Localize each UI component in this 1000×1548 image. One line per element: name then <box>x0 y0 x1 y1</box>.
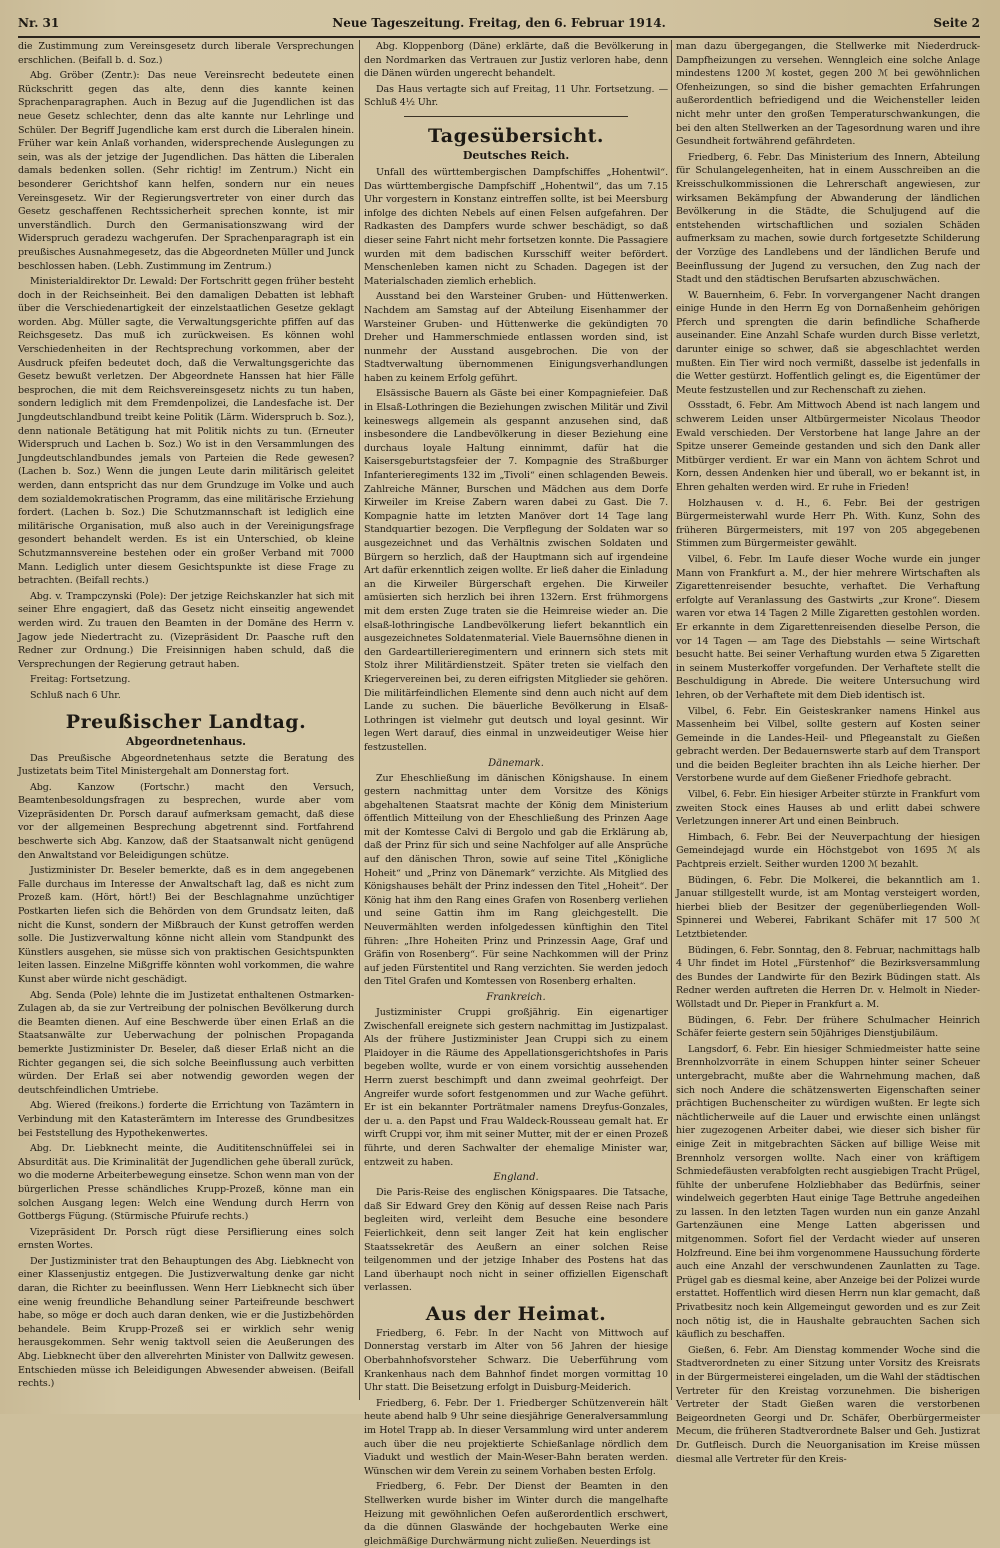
section-heading: Aus der Heimat. <box>425 1302 607 1325</box>
page-number: Seite 2 <box>933 16 980 30</box>
column-1 <box>18 40 354 1400</box>
paragraph: Vilbel, 6. Febr. Ein Geisteskranker namens Hinkel aus Massenheim bei Vilbel, sollte gestern auf Kosten seiner Gemeinde in die Landes-Heil- und Pflegeanstalt zu Gießen gebracht werden. Der Bedauernswerte starb auf dem Transport und die beiden Begleiter brachten ihn als Leiche hierher. Der Verstorbene wurde auf dem Gießener Friedhofe gebracht. <box>676 705 980 785</box>
paragraph: Justizminister Dr. Beseler bemerkte, daß es in dem angegebenen Falle durchaus im Interesse der Anwaltschaft lag, daß es nicht zum Prozeß kam. (Hört, hört!) Bei der Beschlagnahme unzüchtiger Postkarten liefen sich die Behörden von dem Grundsatz leiten, daß nicht die Kunst, sondern der Mißbrauch der Kunst getroffen werden solle. Die Justizverwaltung könne nicht allein vom Standpunkt des Künstlers ausgehen, sie müsse sich von praktischen Gesichtspunkten leiten lassen. Einzelne Mißgriffe könnten wohl vorkommen, die wahre Kunst aber würde nicht geschädigt. <box>18 865 354 985</box>
paragraph: Freitag: Fortsetzung. <box>30 674 131 686</box>
paragraph: Abg. Kanzow (Fortschr.) macht den Versuch, Beamtenbesoldungsfragen zu besprechen, wurde aber vom Vizepräsidenten Dr. Porsch darauf aufmerksam gemacht, daß diese vor der allgemeinen Besprechung abgetrennt sind. Fortfahrend beschwerte sich Abg. Kanzow, daß der Staatsanwalt nicht genügend den Anwaltstand vor Beleidigungen schütze. <box>18 781 354 861</box>
paragraph: Büdingen, 6. Febr. Der frühere Schulmacher Heinrich Schäfer feierte gestern sein 50jähriges Dienstjubiläum. <box>676 1014 980 1040</box>
paragraph: man dazu übergegangen, die Stellwerke mit Niederdruck-Dampfheizungen zu versehen. Wenngleich eine solche Anlage mindestens 1200 ℳ kostet, gegen 200 ℳ bei gewöhnlichen Ofenheizungen, so sind die bisher gemachten Erfahrungen außerordentlich befriedigend und die Weichensteller leiden nicht mehr unter den großen Temperaturschwankungen, die bei den alten Stellwerken an der Tagesordnung waren und ihre Gesundheit fortwährend gefährdeten. <box>676 41 980 148</box>
section-subheading: Deutsches Reich. <box>462 148 570 162</box>
paragraph: Ministerialdirektor Dr. Lewald: Der Fortschritt gegen früher besteht doch in der Reichseinheit. Bei den damaligen Debatten ist lebhaft über die Verschiedenartigkeit der einzelstaatlichen Gesetze geklagt worden. Abg. Müller sagte, die Verwaltungsgerichte pfiffen auf das Reichsgesetz. Das muß ich zurückweisen. Es können wohl Verschiedenheiten in der Rechtsprechung vorkommen, aber der Ausdruck pfeifen bedeutet doch, daß die Verwaltungsgerichte das Gesetz bewußt verletzen. Der Abgeordnete Hanssen hat hier Fälle besprochen, die mit dem Reichsvereinsgesetz nichts zu tun haben, sondern lediglich mit dem Fremdenpolizei, die Landesfache ist. Der Jungdeutschlandbund treibt keine Politik (Lärm. Widerspruch b. Soz.), denn nationale Betätigung hat mit Politik nichts zu tun. (Erneuter Widerspruch und Lachen b. Soz.) Wo ist in den Versammlungen des Jungdeutschlandbundes jemals von Parteien die Rede gewesen? (Lachen b. Soz.) Wenn die jungen Leute darin militärisch geleitet werden, dann entspricht das nur dem Grundzuge im Volke und auch dem sozialdemokratischen Programm, das eine militärische Erziehung fordert. (Lachen b. Soz.) Die Schutzmannschaft ist lediglich eine militärische Organisation, muß also auch in der Vereinigungsfrage gesondert behandelt werden. Es ist ein Unterschied, ob kleine Schutzmannsvereine bestehen oder ein großer Verband mit 7000 Mann. Lediglich unter diesem Gesichtspunkte ist diese Frage zu betrachten. (Beifall rechts.) <box>18 276 354 587</box>
section-heading: Tagesübersicht. <box>427 124 605 147</box>
paragraph: Friedberg, 6. Febr. In der Nacht von Mittwoch auf Donnerstag verstarb im Alter von 56 Jahren der hiesige Oberbahnhofsvorsteher Schwarz. Die Ueberführung vom Krankenhaus nach dem Bahnhof findet morgen vormittag 10 Uhr statt. Die Beisetzung erfolgt in Duisburg-Meiderich. <box>364 1327 668 1394</box>
country-heading: Dänemark. <box>488 757 544 769</box>
section-heading: Preußischer Landtag. <box>65 710 307 733</box>
issue-number: Nr. 31 <box>18 16 60 30</box>
paragraph: Abg. Dr. Liebknecht meinte, die Audititenschnüffelei sei in Absurdität aus. Die Kriminalität der Jugendlichen gehe überall zurück, wo die moderne Arbeiterbewegung einsetze. Schon wenn man von der bürgerlichen Presse schändliches Krupp-Prozeß, könne man ein solchen Ausgang legen: Welch eine Wendung durch Herrn von Gottbergs Fügung. (Stürmische Pfuirufe rechts.) <box>18 1143 354 1223</box>
paragraph: Gießen, 6. Febr. Am Dienstag kommender Woche sind die Stadtverordneten zu einer Sitzung unter Vorsitz des Kreisrats in der Bürgermeisterei eingeladen, um die Wahl der städtischen Vertreter für den Kreistag vorzunehmen. Die bisherigen Vertreter der Stadt Gießen waren die verstorbenen Beigeordneten Georgi und Dr. Schäfer, Oberbürgermeister Mecum, die früheren Stadtverordnete Balser und Geh. Justizrat Dr. Gutfleisch. Durch die Neuorganisation im Kreise müssen diesmal alle Vertreter für den Kreis- <box>676 1344 980 1465</box>
paragraph: Ossstadt, 6. Febr. Am Mittwoch Abend ist nach langem und schwerem Leiden unser Altbürgermeister Nicolaus Theodor Ewald verschieden. Der Verstorbene hat lange Jahre an der Spitze unserer Gemeinde gestanden und sich den Dank aller Mitbürger verdient. Er war ein Mann von ächtem Schrot und Korn, dessen Andenken hier und überall, wo er bekannt ist, in Ehren gehalten werden wird. Er ruhe in Frieden! <box>676 400 980 493</box>
paragraph: die Zustimmung zum Vereinsgesetz durch liberale Versprechungen erschlichen. (Beifall b. d. Soz.) <box>18 41 354 66</box>
paragraph: Zur Eheschließung im dänischen Königshause. In einem gestern nachmittag unter dem Vorsitze des Königs abgehaltenen Staatsrat machte der König dem Ministerium öffentlich Mitteilung von der Eheschließung des Prinzen Aage mit der Komtesse Calvi di Bergolo und gab die Erklärung ab, daß der Prinz für sich und seine Nachfolger auf alle Ansprüche auf den dänischen Thron, sowie auf seine Titel „Königliche Hoheit“ und „Prinz von Dänemark“ verzichte. Als Mitglied des Königshauses behält der Prinz indessen den Titel „Hoheit“. Der König hat ihm den Rang eines Grafen von Rosenberg verliehen und seine Gattin ihm im Rang gleichgestellt. Die Neuvermählten werden infolgedessen künftighin den Titel führen: „Ihre Hoheiten Prinz und Prinzessin Aage, Graf und Gräfin von Rosenberg“. Für seine Nachkommen will der Prinz auf jeden Fürstentitel und Rang verzichten. Sie werden jedoch den Titel Grafen und Komtessen von Rosenberg erhalten. <box>364 772 668 988</box>
section-subheading: Abgeordnetenhaus. <box>126 734 246 748</box>
column-3 <box>676 40 980 1465</box>
paragraph: Elsässische Bauern als Gäste bei einer Kompagniefeier. Daß in Elsaß-Lothringen die Beziehungen zwischen Militär und Zivil keineswegs allgemein als gespannt anzusehen sind, daß insbesondere die Landbevölkerung in dieser Beziehung eine durchaus loyale Haltung einnimmt, dafür hat die Kaisersgeburtstagsfeier der 7. Kompagnie des Straßburger Infanterieregiments 132 im „Tivoli“ einen schlagenden Beweis. Zahlreiche Männer, Burschen und Mädchen aus dem Dorfe Kirweiler im Kreise Zabern waren dabei zu Gast. Die 7. Kompagnie hatte im letzten Manöver dort 14 Tage lang Standquartier bezogen. Die Verpflegung der Soldaten war so ausgezeichnet und das Verhältnis zwischen Soldaten und Bürgern so herzlich, daß der Hauptmann sich auf irgendeine Art dafür erkenntlich zeigen wollte. Er ließ daher die Einladung an die Kirweiler Bürgerschaft ergehen. Die Kirweiler amüsierten sich herzlich bei ihren 132ern. Erst frühmorgens mit dem ersten Zuge traten sie die Heimreise wieder an. Die elsaß-lothringische Landbevölkerung liefert bekanntlich ein ausgezeichnetes Soldatenmaterial. Viele Bauernsöhne dienen in den Gardeartillerieregimentern und erinnern sich stets mit Stolz ihrer Militärdienstzeit. Später treten sie vielfach den Kriegervereinen bei, zu deren eifrigsten Mitglieder sie gehören. Die militärfeindlichen Elemente sind denn auch nicht auf dem Lande zu suchen. Die bäuerliche Bevölkerung in Elsaß-Lothringen ist vielmehr gut deutsch und loyal gesinnt. Wir legen Wert darauf, dies einmal in unzweideutiger Weise hier festzustellen. <box>364 388 668 753</box>
paragraph: Vizepräsident Dr. Porsch rügt diese Persiflierung eines solch ernsten Wortes. <box>18 1226 354 1252</box>
paragraph: Friedberg, 6. Febr. Das Ministerium des Innern, Abteilung für Schulangelegenheiten, hat in einem Ausschreiben an die Kreisschulkommissionen die Lehrerschaft angewiesen, zur wirksamen Bekämpfung der Abwanderung der ländlichen Bevölkerung in die Städte, die Schuljugend auf die entstehenden wirtschaftlichen und sozialen Schäden aufmerksam zu machen, sowie durch fortgesetzte Schilderung der Vorzüge des Landlebens und der ländlichen Berufe und Beeinflussung der Jugend zu versuchen, den Zug nach der Stadt und den städtischen Berufsarten abzuschwächen. <box>676 151 980 286</box>
paragraph: Vilbel, 6. Febr. Im Laufe dieser Woche wurde ein junger Mann von Frankfurt a. M., der hier mehrere Wirtschaften als Zigarettenreisender besuchte, verhaftet. Die Verhaftung erfolgte auf Veranlassung des Gastwirts „zur Krone“. Diesem waren vor etwa 14 Tagen 2 Mille Zigaretten gestohlen worden. Er erkannte in dem Zigarettenreisenden dieselbe Person, die vor 14 Tagen — am Tage des Diebstahls — seine Wirtschaft besucht hatte. Bei seiner Verhaftung wurden etwa 5 Zigaretten in seinem Musterkoffer vorgefunden. Der Verhaftete stellt die Beschuldigung in Abrede. Die weitere Untersuchung wird lehren, ob der Verhaftete mit dem Dieb identisch ist. <box>676 553 980 701</box>
paragraph: Unfall des württembergischen Dampfschiffes „Hohentwil“. Das württembergische Dampfschiff „Hohentwil“, das um 7.15 Uhr vorgestern in Konstanz eintreffen sollte, ist bei Meersburg infolge des dichten Nebels auf einen Felsen aufgefahren. Der Radkasten des Dampfers wurde schwer beschädigt, so daß dieser seine Fahrt nicht mehr fortsetzen konnte. Die Passagiere wurden mit dem badischen Kursschiff weiter befördert. Menschenleben kamen nicht zu Schaden. Dagegen ist der Materialschaden ziemlich erheblich. <box>364 166 668 287</box>
paragraph: Friedberg, 6. Febr. Der 1. Friedberger Schützenverein hält heute abend halb 9 Uhr seine diesjährige Generalversammlung im Hotel Trapp ab. In dieser Versammlung wird unter anderem auch über die neu projektierte Schießanlage nördlich dem Viadukt und westlich der Main-Weser-Bahn beraten werden. Wünschen wir dem Verein zu seinem Vorhaben besten Erfolg. <box>364 1397 668 1477</box>
paragraph: Abg. Senda (Pole) lehnte die im Justizetat enthaltenen Ostmarken-Zulagen ab, da sie zur Vertreibung der polnischen Bevölkerung durch die Beamten dienen. Auf eine Beschwerde über einen Erlaß an die Staatsanwälte zur Ueberwachung der polnischen Propaganda bemerkte Justizminister Dr. Beseler, daß dieser Erlaß nicht an die Richter gegangen sei, die sich solche Beeinflussung auch verbitten würden. Der Erlaß sei aber notwendig geworden wegen der deutschfeindlichen Umtriebe. <box>18 989 354 1096</box>
paragraph: Büdingen, 6. Febr. Die Molkerei, die bekanntlich am 1. Januar stillgestellt wurde, ist am Montag versteigert worden, hierbei blieb der Besitzer der gegenüberliegenden Woll-Spinnerei und Weberei, Fabrikant Schäfer mit 17 500 ℳ Letztbietender. <box>676 874 980 940</box>
paragraph: Langsdorf, 6. Febr. Ein hiesiger Schmiedmeister hatte seine Brennholzvorräte in einem Schuppen hinter seiner Scheuer untergebracht, mußte aber die Wahrnehmung machen, daß sich noch Andere die schätzenswerten Eigenschaften seiner prächtigen Buchenscheiter zu würdigen wußten. Er legte sich nächtlicherweile auf die Lauer und erwischte einen unlängst hier zugezogenen Arbeiter dabei, wie dieser sich bisher für einige Zeit in mitgebrachten Säcken auf billige Weise mit Brennholz versorgen wollte. Nach einer von kräftigem Schmiedefäusten verabfolgten recht ausgiebigen Tracht Prügel, fühlte der unberufene Holzliebhaber das Bedürfnis, seiner windelweich gegerbten Haut einige Tage Bettruhe angedeihen zu lassen. In den letzten Tagen wurden nun ein ganze Anzahl Gartenzäunen eine Menge Latten abgerissen und mitgenommen. Sofort fiel der Verdacht wieder auf unseren Holzfreund. Eine bei ihm vorgenommene Haussuchung förderte auch eine Anzahl der verschwundenen Zaunlatten zu Tage. Prügel gab es diesmal keine, aber Anzeige bei der Polizei wurde erstattet. Hoffentlich wird diesen Herrn nun klar gemacht, daß Privatbesitz noch kein Allgemeingut geworden und es zur Zeit noch nötig ist, die in Haushalte gebrauchten Sachen sich käuflich zu beschaffen. <box>676 1043 980 1341</box>
paragraph: Ausstand bei den Warsteiner Gruben- und Hüttenwerken. Nachdem am Samstag auf der Abteilung Eisenhammer der Warsteiner Gruben- und Hüttenwerke die gekündigten 70 Dreher und Hammerschmiede entlassen worden sind, ist nunmehr der Ausstand ausgebrochen. Die von der Stadtverwaltung übernommenen Einigungsverhandlungen haben zu keinem Erfolg geführt. <box>364 291 668 384</box>
paragraph: Der Justizminister trat den Behauptungen des Abg. Liebknecht von einer Klassenjustiz entgegen. Die Justizverwaltung denke gar nicht daran, die Richter zu beeinflussen. Wenn Herr Liebknecht sich über eine wenig freundliche Behandlung seiner Parteifreunde beschwert habe, so möge er doch auch daran denken, wie er die Justizbehörden behandele. Beim Krupp-Prozeß sei er wirklich sehr wenig herausgekommen. Sehr wenig taktvoll seien die Aeußerungen des Abg. Liebknecht über den allverehrten Minister von Dallwitz gewesen. Entschieden müsse ich Beleidigungen Abwesender abweisen. (Beifall rechts.) <box>18 1255 354 1390</box>
paragraph: W. Bauernheim, 6. Febr. In vorvergangener Nacht drangen einige Hunde in den Herrn Eg von Dornaßenheim gehörigen Pferch und sprengten die darin befindliche Schafherde auseinander. Eine Anzahl Schafe wurden durch Bisse verletzt, darunter einige so schwer, daß sie abgeschlachtet werden mußten. Ein Tier wird noch vermißt, dasselbe ist jedenfalls in die Wetter gestürzt. Hoffentlich gelingt es, die Eigentümer der Meute festzustellen und zur Rechenschaft zu ziehen. <box>676 289 980 396</box>
paragraph: Holzhausen v. d. H., 6. Febr. Bei der gestrigen Bürgermeisterwahl wurde Herr Ph. With. Kunz, Sohn des früheren Bürgermeisters, mit 197 von 205 abgegebenen Stimmen zum Bürgermeister gewählt. <box>676 497 980 550</box>
paragraph: Abg. Gröber (Zentr.): Das neue Vereinsrecht bedeutete einen Rückschritt gegen das alte, denn dies kannte keinen Sprachenparagraphen. Auch in Bezug auf die Jugendlichen ist das neue Gesetz schlechter, denn das alte kannte nur Lehrlinge und Schüler. Der Begriff Jugendliche kam erst durch die Liberalen hinein. Früher war kein Anlaß vorhanden, widersprechende Auslegungen zu sein, was als der jetzige der Jugendlichen. Das hätten die Liberalen damals bedenken sollen. (Sehr richtig! im Zentrum.) Nicht ein besonderer Gerichtshof kann helfen, sondern nur ein neues Vereinsgesetz. Wir der Regierungsvertreter von einer durch das Gesetz geschaffenen Rechtssicherheit sprechen konnte, ist mir unverständlich. Durch den Germanisationszwang wird der Widerspruch geradezu wachgerufen. Der Sprachenparagraph ist ein preußisches Ausnahmegesetz, das die Abgeordneten Müller und Junck beschlossen haben. (Lebh. Zustimmung im Zentrum.) <box>18 70 354 272</box>
column-2 <box>364 40 668 1547</box>
paragraph: Abg. v. Trampczynski (Pole): Der jetzige Reichskanzler hat sich mit seiner Ehre engagiert, daß das Gesetz nicht einseitig angewendet werden wird. Zu trauen den Beamten in der Domäne des Herrn v. Jagow jede Niedertracht zu. (Vizepräsident Dr. Paasche ruft den Redner zur Ordnung.) Die Freisinnigen haben schuld, daß die Versprechungen der Regierung getraut haben. <box>18 590 354 670</box>
newspaper-title: Neue Tageszeitung. Freitag, den 6. Februar 1914. <box>332 16 666 30</box>
paragraph: Abg. Kloppenborg (Däne) erklärte, daß die Bevölkerung in den Nordmarken das Vertrauen zur Justiz verloren habe, denn die Dänen würden ungerecht behandelt. <box>364 41 668 80</box>
paragraph: Schluß nach 6 Uhr. <box>30 689 121 701</box>
country-heading: Frankreich. <box>486 992 546 1003</box>
paragraph: Das Preußische Abgeordnetenhaus setzte die Beratung des Justizetats beim Titel Ministergehalt am Donnerstag fort. <box>18 752 354 778</box>
country-heading: England. <box>493 1172 539 1184</box>
column-rule-1 <box>359 40 360 1400</box>
paragraph: Büdingen, 6. Febr. Sonntag, den 8. Februar, nachmittags halb 4 Uhr findet im Hotel „Fürstenhof“ die Bezirksversammlung des Bundes der Landwirte für den Bezirk Büdingen statt. Als Redner werden auftreten die Herren Dr. v. Helmolt in Nieder-Wöllstadt und Dr. Pieper in Frankfurt a. M. <box>676 944 980 1010</box>
paragraph: Die Paris-Reise des englischen Königspaares. Die Tatsache, daß Sir Edward Grey den König auf dessen Reise nach Paris begleiten wird, verleiht dem Besuche eine besondere Feierlichkeit, denn seit langer Zeit hat kein englischer Staatssekretär des Aeußern an einer solchen Reise teilgenommen und der jetzige Inhaber des Postens hat das Land überhaupt noch nicht in seiner offiziellen Eigenschaft verlassen. <box>364 1187 668 1294</box>
paragraph: Friedberg, 6. Febr. Der Dienst der Beamten in den Stellwerken wurde bisher im Winter durch die mangelhafte Heizung mit gewöhnlichen Oefen außerordentlich erschwert, da die dünnen Glaswände der hochgebauten Werke eine gleichmäßige Durchwärmung nicht zuließen. Neuerdings ist <box>364 1481 668 1547</box>
paragraph: Himbach, 6. Febr. Bei der Neuverpachtung der hiesigen Gemeindejagd wurde ein Höchstgebot von 1695 ℳ als Pachtpreis erzielt. Seither wurden 1200 ℳ bezahlt. <box>676 831 980 871</box>
divider <box>404 116 628 117</box>
masthead <box>18 14 980 38</box>
paragraph: Das Haus vertagte sich auf Freitag, 11 Uhr. Fortsetzung. — Schluß 4½ Uhr. <box>364 83 668 109</box>
column-rule-2 <box>671 40 672 1400</box>
paragraph: Vilbel, 6. Febr. Ein hiesiger Arbeiter stürzte in Frankfurt vom zweiten Stock eines Hauses ab und erlitt dabei schwere Verletzungen innerer Art und einen Beinbruch. <box>676 789 980 828</box>
paragraph: Abg. Wiered (freikons.) forderte die Errichtung von Tazämtern in Verbindung mit den Katasterämtern im Interesse des Grundbesitzes bei Feststellung des Hypothekenwertes. <box>18 1100 354 1139</box>
paragraph: Justizminister Cruppi großjährig. Ein eigenartiger Zwischenfall ereignete sich gestern nachmittag im Justizpalast. Als der frühere Justizminister Jean Cruppi sich zu einem Plaidoyer in die Räume des Appellationsgerichtshofes in Paris begeben wollte, wurde er von einem vorsichtig aussehenden Herrn zuerst beschimpft und dann zweimal geohrfeigt. Der Angreifer wurde sofort festgenommen und zur Wache geführt. Er ist ein bekannter Porträtmaler namens Dreyfus-Gonzales, der u. a. den Papst und Frau Waldeck-Rousseau gemalt hat. Er wirft Cruppi vor, ihm mit seiner Mutter, mit der er einen Prozeß führte, und deren Sachwalter der ehemalige Minister war, entzweit zu haben. <box>364 1007 668 1168</box>
